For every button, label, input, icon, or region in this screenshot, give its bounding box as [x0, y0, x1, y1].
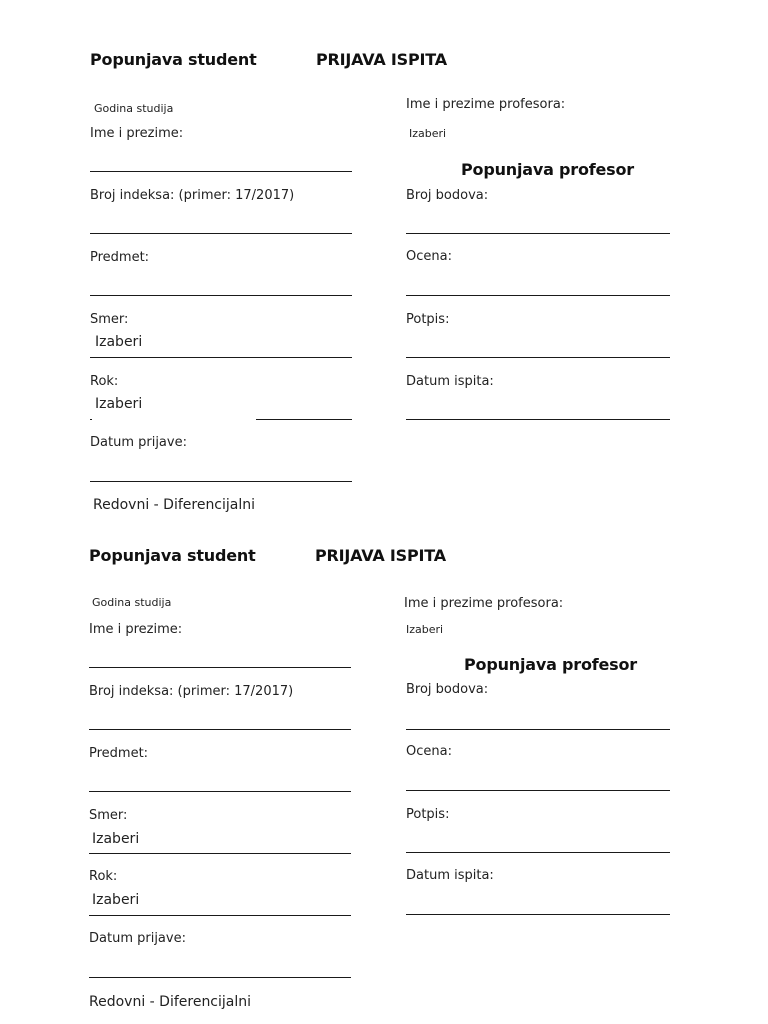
broj-bodova-field[interactable] [406, 233, 670, 234]
potpis-label: Potpis: [406, 312, 450, 327]
potpis-label: Potpis: [406, 807, 450, 822]
ime-prezime-field[interactable] [90, 171, 352, 172]
rok-underline-stub [90, 419, 92, 420]
smer-label: Smer: [90, 312, 129, 327]
ocena-field[interactable] [406, 790, 670, 791]
rok-underline [256, 419, 352, 420]
datum-prijave-label: Datum prijave: [89, 931, 186, 946]
datum-ispita-label: Datum ispita: [406, 374, 494, 389]
broj-bodova-field[interactable] [406, 729, 670, 730]
student-section-heading: Popunjava student [90, 50, 257, 69]
rok-label: Rok: [90, 374, 119, 389]
ime-prezime-label: Ime i prezime: [89, 622, 183, 637]
ime-prezime-field[interactable] [89, 667, 351, 668]
datum-ispita-field[interactable] [406, 914, 670, 915]
profesor-section-heading: Popunjava profesor [464, 655, 637, 674]
predmet-field[interactable] [90, 295, 352, 296]
rok-dropdown[interactable]: Izaberi [92, 892, 140, 908]
form-title: PRIJAVA ISPITA [315, 546, 446, 565]
rok-dropdown[interactable]: Izaberi [95, 396, 143, 412]
datum-ispita-field[interactable] [406, 419, 670, 420]
predmet-label: Predmet: [90, 250, 150, 265]
profesor-label: Ime i prezime profesora: [404, 596, 564, 611]
ocena-label: Ocena: [406, 744, 452, 759]
smer-underline [89, 853, 351, 854]
broj-bodova-label: Broj bodova: [406, 682, 489, 697]
smer-underline [90, 357, 352, 358]
tip-prijave-dropdown[interactable]: Redovni - Diferencijalni [89, 994, 252, 1010]
tip-prijave-dropdown[interactable]: Redovni - Diferencijalni [93, 497, 256, 513]
godina-studija-dropdown[interactable]: Godina studija [94, 102, 174, 115]
broj-indeksa-label: Broj indeksa: (primer: 17/2017) [90, 188, 295, 203]
smer-dropdown[interactable]: Izaberi [92, 831, 140, 847]
potpis-field[interactable] [406, 852, 670, 853]
datum-prijave-label: Datum prijave: [90, 435, 187, 450]
broj-indeksa-label: Broj indeksa: (primer: 17/2017) [89, 684, 294, 699]
ocena-label: Ocena: [406, 249, 452, 264]
broj-indeksa-field[interactable] [90, 233, 352, 234]
ime-prezime-label: Ime i prezime: [90, 126, 184, 141]
ocena-field[interactable] [406, 295, 670, 296]
smer-label: Smer: [89, 808, 128, 823]
form-title: PRIJAVA ISPITA [316, 50, 447, 69]
potpis-field[interactable] [406, 357, 670, 358]
predmet-label: Predmet: [89, 746, 149, 761]
profesor-section-heading: Popunjava profesor [461, 160, 634, 179]
rok-label: Rok: [89, 869, 118, 884]
datum-prijave-field[interactable] [89, 977, 351, 978]
predmet-field[interactable] [89, 791, 351, 792]
profesor-dropdown[interactable]: Izaberi [406, 623, 444, 636]
student-section-heading: Popunjava student [89, 546, 256, 565]
datum-ispita-label: Datum ispita: [406, 868, 494, 883]
broj-bodova-label: Broj bodova: [406, 188, 489, 203]
rok-underline [89, 915, 351, 916]
datum-prijave-field[interactable] [90, 481, 352, 482]
profesor-label: Ime i prezime profesora: [406, 97, 566, 112]
smer-dropdown[interactable]: Izaberi [95, 334, 143, 350]
broj-indeksa-field[interactable] [89, 729, 351, 730]
profesor-dropdown[interactable]: Izaberi [409, 127, 447, 140]
godina-studija-dropdown[interactable]: Godina studija [92, 596, 172, 609]
